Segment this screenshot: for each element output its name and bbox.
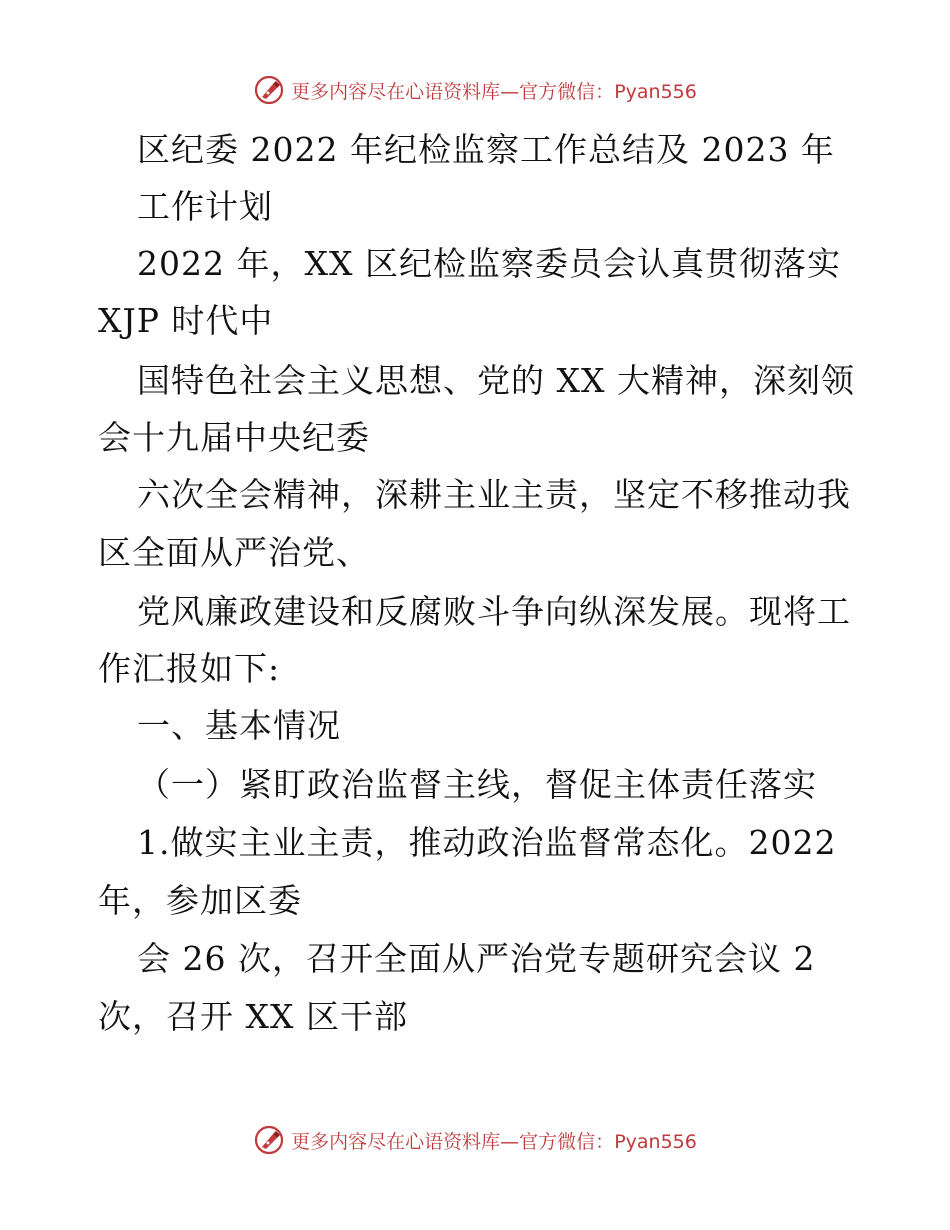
- banner-text: [291, 1127, 697, 1154]
- banner-wechat-id: Pyan556: [614, 80, 697, 103]
- banner-separator: —: [500, 80, 520, 103]
- footer-banner: [0, 1120, 950, 1160]
- paragraph-line: XJP 时代中: [98, 301, 274, 340]
- title-line-2: 工作计划: [137, 187, 273, 226]
- paragraph-line: 年，参加区委: [98, 881, 302, 920]
- paragraph-line: 六次全会精神，深耕主业主责，坚定不移推动我: [137, 475, 851, 514]
- paragraph-line: 次，召开 XX 区干部: [98, 997, 408, 1036]
- title-line-1: 区纪委 2022 年纪检监察工作总结及 2023 年: [137, 130, 835, 169]
- banner-wechat-id: Pyan556: [614, 1130, 697, 1153]
- paragraph-line: 国特色社会主义思想、党的 XX 大精神，深刻领: [137, 361, 855, 400]
- banner-official-label: 官方微信：: [519, 80, 615, 103]
- paragraph-line: 2022 年，XX 区纪检监察委员会认真贯彻落实: [137, 244, 841, 283]
- paragraph-line: 区全面从严治党、: [98, 533, 370, 572]
- banner-main-text: 更多内容尽在心语资料库: [291, 80, 501, 103]
- subsection-heading: （一）紧盯政治监督主线，督促主体责任落实: [137, 765, 817, 804]
- paragraph-line: 会 26 次，召开全面从严治党专题研究会议 2: [137, 939, 816, 978]
- paragraph-line: 1.做实主业主责，推动政治监督常态化。2022: [137, 823, 837, 862]
- banner-separator: —: [500, 1130, 520, 1153]
- pen-nib-logo-icon: [253, 74, 285, 106]
- pen-nib-logo-icon: [253, 1124, 285, 1156]
- banner-official-label: 官方微信：: [519, 1130, 615, 1153]
- section-heading: 一、基本情况: [137, 706, 341, 745]
- banner-text: [291, 77, 697, 104]
- banner-main-text: 更多内容尽在心语资料库: [291, 1130, 501, 1153]
- paragraph-line: 党风廉政建设和反腐败斗争向纵深发展。现将工: [137, 592, 851, 631]
- paragraph-line: 作汇报如下:: [98, 649, 281, 688]
- paragraph-line: 会十九届中央纪委: [98, 418, 370, 457]
- header-banner: [0, 70, 950, 110]
